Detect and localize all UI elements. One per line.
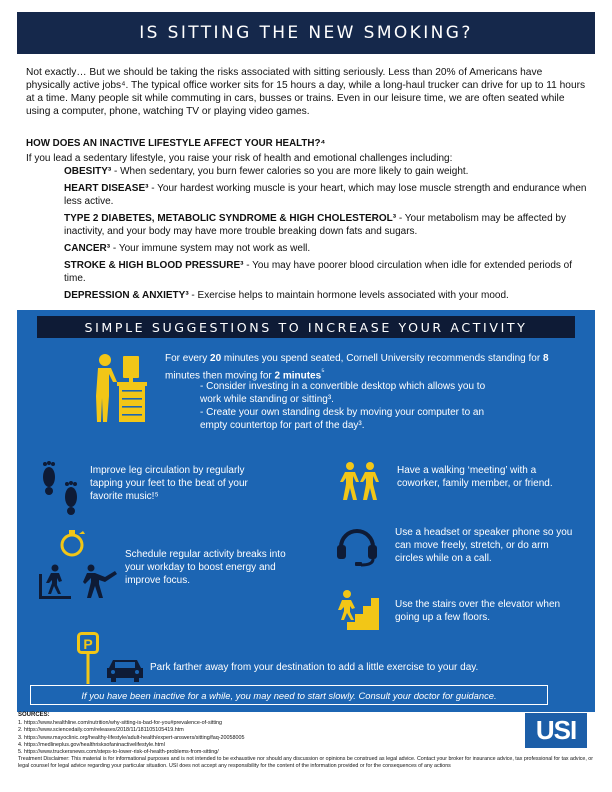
standing-bullet-2: - Create your own standing desk by moving your computer to an empty countertop for part of the day³.	[200, 407, 485, 431]
source-item: 5. https://www.truckersnews.com/steps-to-lower-risk-of-health-problems-from-sitting/	[18, 749, 219, 756]
risk-depression	[64, 289, 588, 302]
tapping-text: Improve leg circulation by regularly tapping your feet to the beat of your favorite music!⁵	[90, 465, 248, 502]
suggestions-title: SIMPLE SUGGESTIONS TO INCREASE YOUR ACTIVITY	[84, 319, 528, 335]
intro-paragraph: Not exactly… But we should be taking the risks associated with sitting seriously. Less than 20% of Americans have physically active jobs⁴. The typical office worker sits for 15 hours a day, while a long-haul trucker can drive for up to 11 hours at a time. Many people sit while commuting in cars, busses or trains. Even in our leisure time, we are often seated while using a computer, phone, watching TV or playing video games.	[26, 67, 586, 117]
park-farther-text: Park farther away from your destination to add a little exercise to your day.	[150, 662, 479, 673]
risk-text: - Your hardest working muscle is your heart, which may lose muscle strength and endurance when less active.	[64, 183, 587, 207]
car-icon	[105, 658, 145, 682]
stopwatch-icon	[57, 528, 87, 558]
headset-text: Use a headset or speaker phone so you can move freely, stretch, or do arm circles while on a call.	[395, 527, 573, 564]
standing-bold-moving: 2 minutes	[274, 370, 322, 382]
sources-list	[18, 720, 245, 756]
standing-text-part: minutes you spend seated, Cornell University recommends standing for	[221, 353, 543, 364]
standing-bullet-1: - Consider investing in a convertible desktop which allows you to work while standing or sitting³.	[200, 381, 486, 405]
risk-cancer	[64, 242, 588, 255]
source-item: 2. https://www.sciencedaily.com/releases/2018/11/181105105419.htm	[18, 727, 184, 734]
risk-list	[64, 165, 588, 306]
page-title: IS SITTING THE NEW SMOKING?	[139, 23, 473, 43]
walking-meeting-text: Have a walking ‘meeting’ with a coworker, family member, or friend.	[397, 465, 553, 489]
standing-bold-seated: 20	[210, 353, 222, 364]
risk-text: - Your immune system may not work as well.	[110, 243, 311, 254]
treatment-disclaimer: Treatment Disclaimer: This material is for informational purposes and is not intended to be exhaustive nor should any discussion or opinions be construed as legal advice. Contact your broker for insurance advice, tax professional for tax advice, or legal counsel for legal advice regarding your particular situation. USI does not accept any responsibility for the content of the information provided or for the consequences of any actions	[18, 756, 594, 770]
standing-text	[165, 352, 575, 382]
risk-stroke	[64, 259, 588, 285]
risk-title: TYPE 2 DIABETES, METABOLIC SYNDROME & HIGH CHOLESTEROL³	[64, 213, 397, 224]
headset-icon	[335, 523, 379, 567]
risk-heart-disease	[64, 182, 588, 208]
health-heading: HOW DOES AN INACTIVE LIFESTYLE AFFECT YOUR HEALTH?⁴	[26, 138, 326, 149]
doctor-disclaimer-box	[30, 685, 548, 705]
walking-people-icon	[339, 462, 383, 502]
source-item: 1. https://www.healthline.com/nutrition/why-sitting-is-bad-for-you#prevalence-of-sitting	[18, 720, 223, 726]
treadmill-icon	[37, 564, 73, 602]
standing-text-part: For every	[165, 353, 211, 364]
risk-title: STROKE & HIGH BLOOD PRESSURE³	[64, 260, 244, 271]
usi-logo: USI	[525, 713, 587, 748]
parking-sign-letter: P	[83, 636, 93, 652]
footprints-icon	[39, 460, 83, 516]
doctor-disclaimer-text: If you have been inactive for a while, you may need to start slowly. Consult your doctor for guidance.	[81, 689, 497, 701]
source-item: 3. https://www.mayoclinic.org/healthy-lifestyle/adult-health/expert-answers/sitting/faq-20058005	[18, 734, 245, 741]
risk-title: HEART DISEASE³	[64, 183, 149, 194]
standing-desk-icon	[89, 350, 151, 422]
page-header	[17, 12, 595, 54]
standing-text-part: minutes then moving for	[165, 370, 275, 382]
sources-heading: SOURCES:	[18, 712, 50, 718]
risk-title: OBESITY³	[64, 166, 112, 177]
stairs-icon	[337, 590, 379, 630]
standing-superscript: ⁵	[321, 366, 325, 376]
health-subtext: If you lead a sedentary lifestyle, you raise your risk of health and emotional challenges including:	[26, 153, 453, 164]
risk-text: - You may have poorer blood circulation when idle for extended periods of time.	[64, 260, 573, 284]
suggestions-panel	[17, 310, 595, 712]
risk-title: DEPRESSION & ANXIETY³	[64, 290, 189, 301]
risk-obesity	[64, 165, 588, 178]
risk-text: - Exercise helps to maintain hormone levels associated with your mood.	[188, 290, 509, 301]
schedule-breaks-text: Schedule regular activity breaks into your workday to boost energy and improve focus.	[125, 549, 286, 586]
source-item: 4. https://medlineplus.gov/healthrisksofaninactivelifestyle.html	[18, 741, 165, 748]
risk-text: - When sedentary, you burn fewer calories so you are more likely to gain weight.	[111, 166, 469, 177]
standing-bold-standing: 8	[542, 353, 549, 364]
suggestions-title-bar	[37, 316, 575, 338]
risk-title: CANCER³	[64, 243, 111, 254]
kicking-person-icon	[79, 564, 117, 600]
stairs-text: Use the stairs over the elevator when going up a few floors.	[395, 599, 561, 623]
risk-diabetes	[64, 212, 588, 238]
risk-text: - Your metabolism may be affected by inactivity, and your body may have more trouble breaking down fats and sugars.	[64, 213, 566, 237]
